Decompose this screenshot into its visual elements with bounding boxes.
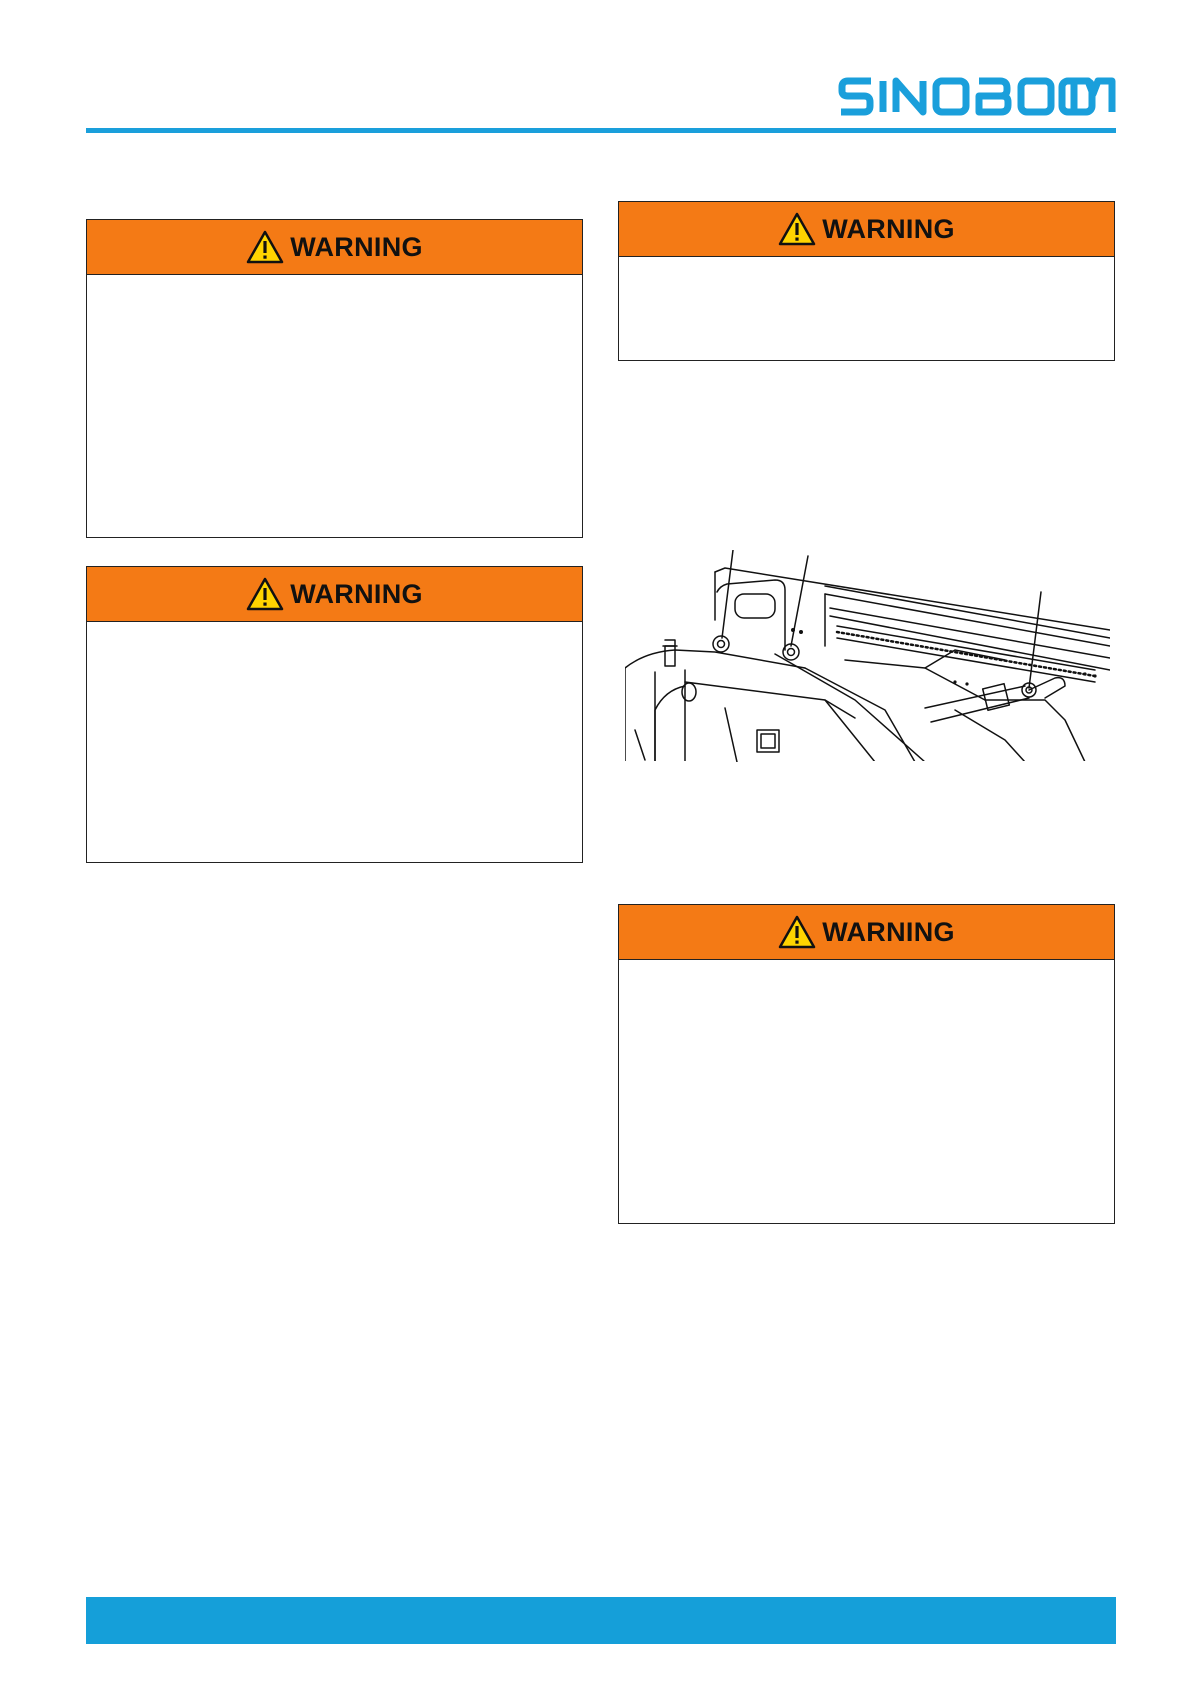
warning-triangle-icon — [246, 577, 284, 611]
warning-header — [619, 202, 1114, 257]
warning-title: WARNING — [290, 578, 423, 609]
boom-pivot-figure — [625, 550, 1110, 762]
warning-title: WARNING — [822, 916, 955, 947]
warning-header — [87, 220, 582, 275]
header-rule — [86, 128, 1116, 133]
logo-letter-m — [1070, 74, 1116, 118]
warning-title: WARNING — [290, 231, 423, 262]
warning-title: WARNING — [822, 213, 955, 244]
warning-header — [87, 567, 582, 622]
warning-triangle-icon — [778, 915, 816, 949]
warning-box-3 — [618, 201, 1115, 361]
warning-triangle-icon — [778, 212, 816, 246]
warning-triangle-icon — [246, 230, 284, 264]
warning-box-2 — [86, 566, 583, 863]
warning-header — [619, 905, 1114, 960]
svg-text:SINOBOOM: SINOBOOM — [837, 74, 843, 75]
footer-bar — [86, 1597, 1116, 1644]
warning-box-4 — [618, 904, 1115, 1224]
warning-box-1 — [86, 219, 583, 538]
